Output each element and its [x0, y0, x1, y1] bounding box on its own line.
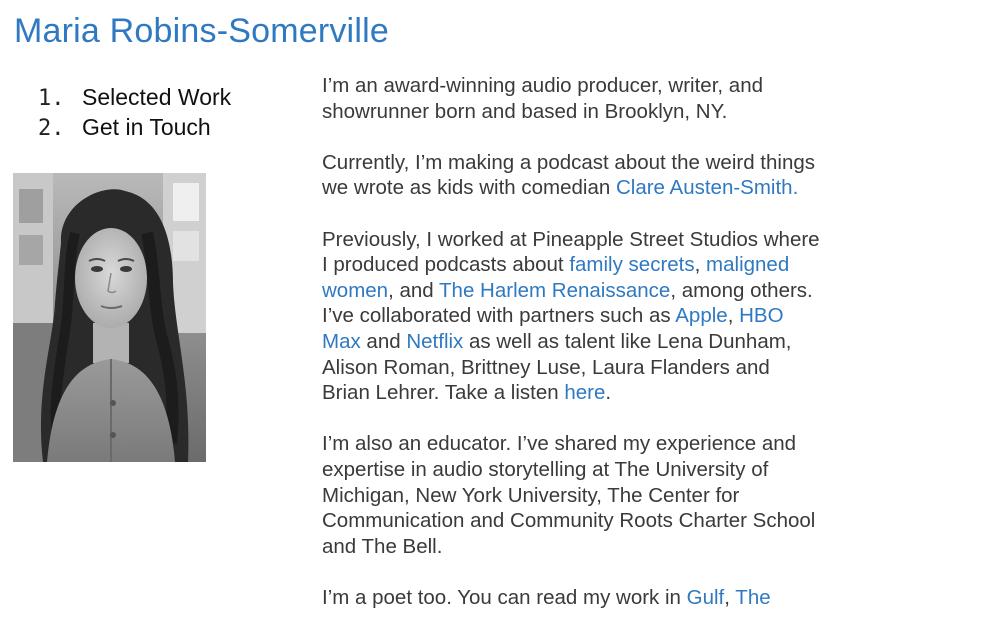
bio-text-segment: .: [605, 381, 612, 405]
bio-text-segment: Previously, I worked at Pineapple Street Studios where I produced podcasts about: [322, 227, 820, 277]
bio-paragraph-intro: [322, 73, 822, 124]
portrait-photo: [13, 173, 206, 462]
portrait-illustration: [13, 173, 206, 462]
bio-text-segment: ,: [724, 585, 736, 609]
link-clare-austen-smith[interactable]: Clare Austen-Smith.: [615, 176, 799, 200]
bio-text-current: Currently, I’m making a podcast about the weird things we wrote as kids with comedian: [322, 150, 816, 200]
link-netflix[interactable]: Netflix: [406, 329, 464, 353]
nav-item-selected-work: [38, 82, 231, 112]
link-family-secrets[interactable]: family secrets: [569, 253, 695, 277]
bio-text-segment: I’m a poet too. You can read my work in: [322, 585, 687, 609]
link-publication[interactable]: The: [735, 585, 771, 609]
bio-text-segment: as well as talent like Lena Dunham, Alison Roman, Brittney Luse, Laura Flanders and Brian Lehrer. Take a listen: [322, 329, 792, 405]
bio-text-segment: and: [360, 329, 407, 353]
bio-text-educator: I’m also an educator. I’ve shared my experience and expertise in audio storytelling at The University of Michigan, New York University, The Center for Communication and Community Roots Charter School and The Bell.: [322, 432, 816, 558]
nav-item-number: 1.: [38, 86, 65, 111]
link-apple[interactable]: Apple: [675, 304, 728, 328]
link-hbo-max[interactable]: HBO Max: [322, 304, 784, 353]
bio-paragraph-previous: [322, 227, 822, 406]
bio-paragraph-educator: [322, 431, 822, 559]
bio-text-segment: , and: [388, 278, 440, 302]
nav-link-get-in-touch[interactable]: Get in Touch: [82, 114, 211, 140]
bio-text-segment: , among others. I’ve collaborated with partners such as: [322, 278, 813, 328]
bio-text-segment: ,: [727, 304, 740, 328]
main-nav: [38, 82, 231, 142]
nav-item-get-in-touch: [38, 112, 231, 142]
link-gulf[interactable]: Gulf: [686, 585, 725, 609]
nav-item-number: 2.: [38, 116, 65, 141]
bio-text-intro: I’m an award-winning audio producer, writer, and showrunner born and based in Brooklyn, NY.: [322, 74, 763, 123]
bio-paragraph-poet: [322, 585, 822, 611]
link-harlem-renaissance[interactable]: The Harlem Renaissance: [439, 278, 671, 302]
link-maligned-women[interactable]: maligned women: [322, 253, 790, 302]
nav-link-selected-work[interactable]: Selected Work: [82, 84, 232, 110]
bio-text: [322, 73, 822, 625]
link-listen-here[interactable]: here: [564, 381, 606, 405]
site-title-link[interactable]: Maria Robins-Somerville: [14, 12, 389, 50]
bio-paragraph-current: [322, 150, 822, 201]
bio-text-segment: ,: [694, 253, 707, 277]
